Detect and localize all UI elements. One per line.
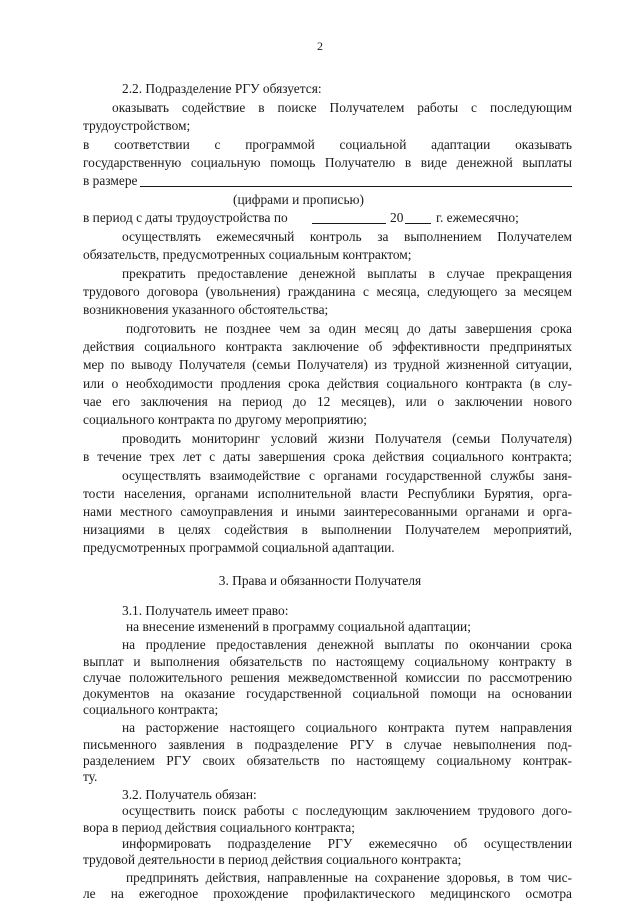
paragraph-line: г. ежемесячно; (436, 210, 519, 225)
paragraph-line: низациями в целях содействия в выполнении Получателем мероприятий, (83, 522, 572, 537)
section-3-2-heading: 3.2. Получатель обязан: (122, 787, 257, 803)
paragraph-line: социального контракта; (83, 702, 219, 718)
paragraph-line: социального контракта по другому мероприятию; (83, 412, 367, 427)
paragraph-line: случае положительного решения межведомственной комиссии по рассмотрению (83, 669, 572, 685)
paragraph-line: на продление предоставления денежной выплаты по окончании срока (122, 637, 572, 653)
paragraph-line: мер по выводу Получателя (семьи Получателя) из трудной жизненной ситуации, (83, 357, 572, 372)
paragraph-line: трудовой деятельности в период действия социального контракта; (83, 852, 462, 867)
paragraph-line: или о необходимости продления срока действия социального контракта (в слу- (83, 376, 572, 391)
paragraph-line: чае его заключения на период до 12 месяцев), или о заключении нового (83, 394, 572, 409)
paragraph-line: на внесение изменений в программу социальной адаптации; (126, 619, 471, 635)
section-2-2-heading: 2.2. Подразделение РГУ обязуется: (122, 81, 322, 96)
amount-blank-line (140, 186, 572, 187)
date-blank-line (312, 223, 386, 224)
paragraph-line: возникновения указанного обстоятельства; (83, 302, 329, 317)
paragraph-line: в период с даты трудоустройства по (83, 210, 288, 225)
paragraph-line: ле на ежегодное прохождение профилактического медицинского осмотра (83, 886, 572, 902)
paragraph-line: нами местного самоуправления и иными заинтересованными органами и орга- (83, 504, 572, 519)
paragraph-line: оказывать содействие в поиске Получателем работы с последующим (112, 100, 572, 115)
amount-caption: (цифрами и прописью) (233, 192, 365, 207)
paragraph-line: письменного заявления в подразделение РГУ в случае невыполнения под- (83, 736, 572, 752)
paragraph-line: тости населения, органами исполнительной власти Республики Бурятия, орга- (83, 486, 572, 501)
paragraph-line: прекратить предоставление денежной выплаты в случае прекращения (122, 266, 572, 281)
paragraph-line: осуществлять взаимодействие с органами государственной службы заня- (122, 468, 572, 483)
page-number: 2 (317, 39, 323, 53)
paragraph-line: трудового договора (увольнения) гражданина с месяца, следующего за месяцем (83, 284, 572, 299)
paragraph-line: информировать подразделение РГУ ежемесячно об осуществлении (122, 835, 572, 851)
paragraph-line: обязательств, предусмотренных социальным контрактом; (83, 247, 412, 262)
paragraph-line: в соответствии с программой социальной адаптации оказывать (83, 137, 572, 152)
paragraph-line: выплат и выполнения обязательств по настоящему социальному контракту в (83, 653, 572, 669)
paragraph-line: осуществлять ежемесячный контроль за выполнением Получателем (122, 229, 572, 244)
paragraph-line: предусмотренных программой социальной адаптации. (83, 540, 395, 555)
paragraph-line: в размере (83, 173, 138, 188)
paragraph-line: предпринять действия, направленные на сохранение здоровья, в том чис- (126, 870, 572, 886)
paragraph-line: разделением РГУ своих обязательств по настоящему социальному контрак- (83, 752, 572, 768)
paragraph-line: трудоустройством; (83, 118, 191, 133)
paragraph-line: на расторжение настоящего социального контракта путем направления (122, 720, 572, 736)
paragraph-line: вора в период действия социального контракта; (83, 819, 355, 835)
paragraph-line: в течение трех лет с даты завершения срока действия социального контракта; (83, 449, 572, 464)
section-3-1-heading: 3.1. Получатель имеет право: (122, 603, 289, 618)
paragraph-line: осуществить поиск работы с последующим заключением трудового дого- (122, 803, 572, 819)
paragraph-line: ту. (83, 769, 98, 784)
paragraph-line: действия социального контракта заключение об эффективности предпринятых (83, 339, 572, 354)
year-label: 20 (390, 210, 404, 225)
paragraph-line: подготовить не позднее чем за один месяц до даты завершения срока (126, 321, 572, 336)
paragraph-line: документов на оказание государственной социальной помощи на основании (83, 686, 572, 701)
section-3-heading: 3. Права и обязанности Получателя (218, 573, 422, 588)
year-blank-line (405, 223, 431, 224)
paragraph-line: государственную социальную помощь Получателю в виде денежной выплаты (83, 155, 572, 170)
paragraph-line: проводить мониторинг условий жизни Получателя (семьи Получателя) (122, 431, 572, 446)
